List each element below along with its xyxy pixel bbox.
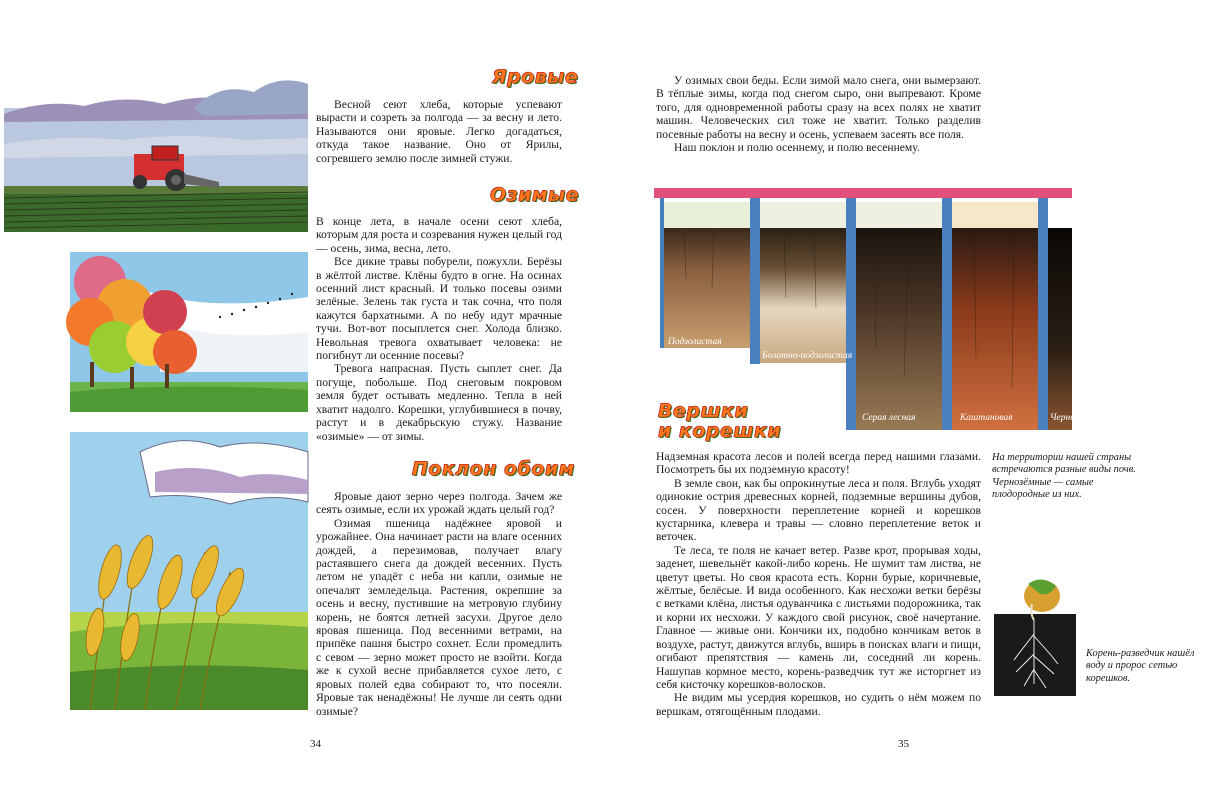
root-seedling-illustration bbox=[994, 574, 1076, 696]
yarovye-text bbox=[316, 98, 562, 165]
paragraph: В конце лета, в начале осени сеют хлеба, которым для роста и созревания нужен целый год — осень, зима, весна, лето. bbox=[316, 215, 562, 255]
paragraph: Яровые дают зерно через полгода. Зачем же сеять озимые, если их урожай ждать целый год? bbox=[316, 490, 562, 517]
vershki-text bbox=[656, 450, 981, 718]
heading-yarovye: Яровые bbox=[492, 66, 579, 88]
paragraph: В земле свои, как бы опрокинутые леса и поля. Вглубь уходят одинокие острия древесных корней, подземные вершины дубов, сосен. У поверхности переплетение корней и корешков кустарника, клевера и травы — словно переплетение веток и веточек. bbox=[656, 476, 981, 544]
page-number-left: 34 bbox=[310, 738, 321, 750]
intro-text bbox=[656, 74, 981, 154]
paragraph: Наш поклон и полю осеннему, и полю весеннему. bbox=[674, 141, 920, 155]
soil-label-swamp-podzol: Болотно-подзолистая bbox=[762, 351, 853, 361]
soil-profiles-illustration bbox=[654, 188, 1089, 430]
poklon-text bbox=[316, 490, 562, 718]
heading-ozimye: Озимые bbox=[490, 184, 580, 206]
wheat-field-illustration bbox=[70, 432, 308, 710]
paragraph: Не видим мы усердия корешков, но судить о нём можем по вершкам, отягощённым плодами. bbox=[656, 691, 981, 718]
tractor-field-illustration bbox=[4, 74, 308, 232]
heading-i-koreshki: и корешки bbox=[658, 420, 782, 442]
soil-label-podzol: Подзолистая bbox=[668, 337, 722, 347]
soil-label-grey-forest: Серая лесная bbox=[862, 413, 916, 423]
soil-label-chernozem: Чернозём bbox=[1050, 413, 1089, 423]
paragraph: Тревога напрасная. Пусть сыплет снег. Да погуще, побольше. Под снеговым покровом земля будет остывать медленно. Тепла в ней хватит надолго. Корешки, углубившиеся в почву, растут и в декабрьскую стужу. Название «озимые» — от зимы. bbox=[316, 362, 562, 443]
ozimye-text bbox=[316, 215, 562, 443]
paragraph: Те леса, те поля не качает ветер. Разве крот, прорывая ходы, заденет, шевельнёт какой-либо корень. Не шумит там листва, не цветут цветы. Но своя красота есть. Корни бурые, коричневые, жёлтые, белёсые. И вида особенного. Как несхожи ветки берёзы с ветками клёна, листья одуванчика с листьями подорожника, так и корни их несхожи. У каждого свой рисунок, своё начертание. Главное — живые они. Кончики их, подобно кончикам веток в воздухе, растут, движутся вглубь, вширь в поисках влаги и пищи, огибают препятствия — камень ли, соседний ли корень. Нашупав кормное место, корень-разведчик тут же исторгнет из себя кисточку корешков-волосков. bbox=[656, 543, 981, 691]
page-number-right: 35 bbox=[898, 738, 909, 750]
paragraph: У озимых свои беды. Если зимой мало снега, они вымерзают. В тёплые зимы, когда под снегом сыро, они выпревают. Кроме того, для одновременной работы сразу на всех полях не хватит машин. Человеческих сил тоже не хватит. Только разделив посевные работы на весну и осень, успеваем засеять все поля. bbox=[656, 74, 981, 141]
heading-poklon-oboim: Поклон обоим bbox=[412, 458, 575, 480]
heading-vershki: Вершки bbox=[658, 400, 749, 422]
caption-soils: На территории нашей страны встречаются разные виды почв. Чернозёмные — самые плодородные из них. bbox=[992, 452, 1136, 501]
paragraph: Надземная красота лесов и полей всегда перед нашими глазами. Посмотреть бы их подземную красоту! bbox=[656, 450, 981, 477]
paragraph: Весной сеют хлеба, которые успевают вырасти и созреть за полгода — за весну и лето. Называются они яровые. Легко догадаться, откуда такое название. Оно от Ярилы, согревшего землю после зимней стужи. bbox=[316, 98, 562, 165]
autumn-trees-illustration bbox=[70, 252, 308, 412]
paragraph: Все дикие травы побурели, пожухли. Берёзы в жёлтой листве. Клёны будто в огне. На осинах осенний лист красный. И только посевы озими зелёные. Зелень так густа и так сочна, что поля кажутся бархатными. А по небу идут мрачные тучи. Вот-вот посыплется снег. Холода близко. Невольная тревога охватывает человека: не погибнут ли осенние посевы? bbox=[316, 255, 562, 363]
paragraph: Озимая пшеница надёжнее яровой и урожайнее. Она начинает расти на влаге осенних дождей, а перезимовав, получает влагу растаявшего снега да дождей весенних. Пусть летом не упадёт с неба ни капли, озимые не опечалят земледельца. Растения, окрепшие за осень и весну, пустившие на метровую глубину корень, не боятся летней засухи. Другое дело яровая пшеница. Под весенними ветрами, на припёке пашня быстро сохнет. Если промедлить с севом — зерно может просто не взойти. Когда же к сухой весне прибавляется сухое лето, с яровых полей едва собирают то, что посеяли. Яровые так ненадёжны! Не лучше ли сеять одни озимые? bbox=[316, 516, 562, 718]
caption-root: Корень-разведчик нашёл воду и пророс сетью корешков. bbox=[1086, 648, 1195, 684]
soil-label-chestnut: Каштановая bbox=[960, 413, 1013, 423]
